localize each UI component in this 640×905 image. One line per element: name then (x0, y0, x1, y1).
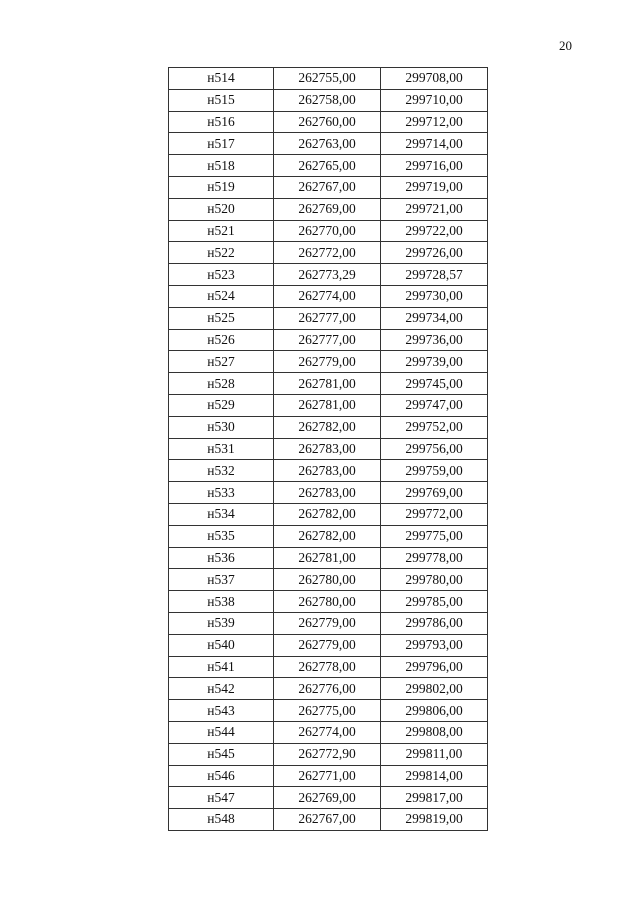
y-coordinate-cell: 299736,00 (381, 329, 488, 351)
point-id-cell: н544 (169, 721, 274, 743)
y-coordinate-cell: 299739,00 (381, 351, 488, 373)
x-coordinate-cell: 262775,00 (274, 700, 381, 722)
table-row (169, 111, 488, 133)
point-id-cell: н534 (169, 503, 274, 525)
x-coordinate-cell: 262783,00 (274, 438, 381, 460)
x-coordinate-cell: 262771,00 (274, 765, 381, 787)
y-coordinate-cell: 299756,00 (381, 438, 488, 460)
point-id-cell: н529 (169, 394, 274, 416)
y-coordinate-cell: 299785,00 (381, 591, 488, 613)
point-id-cell: н542 (169, 678, 274, 700)
y-coordinate-cell: 299802,00 (381, 678, 488, 700)
point-id-cell: н522 (169, 242, 274, 264)
point-id-cell: н527 (169, 351, 274, 373)
table-row (169, 198, 488, 220)
point-id-cell: н515 (169, 89, 274, 111)
table-row (169, 482, 488, 504)
y-coordinate-cell: 299793,00 (381, 634, 488, 656)
table-row (169, 656, 488, 678)
x-coordinate-cell: 262767,00 (274, 176, 381, 198)
x-coordinate-cell: 262779,00 (274, 612, 381, 634)
y-coordinate-cell: 299722,00 (381, 220, 488, 242)
table-row (169, 787, 488, 809)
y-coordinate-cell: 299708,00 (381, 68, 488, 90)
point-id-cell: н528 (169, 373, 274, 395)
x-coordinate-cell: 262779,00 (274, 351, 381, 373)
y-coordinate-cell: 299811,00 (381, 743, 488, 765)
x-coordinate-cell: 262755,00 (274, 68, 381, 90)
point-id-cell: н523 (169, 264, 274, 286)
x-coordinate-cell: 262783,00 (274, 482, 381, 504)
x-coordinate-cell: 262774,00 (274, 285, 381, 307)
y-coordinate-cell: 299726,00 (381, 242, 488, 264)
table-row (169, 569, 488, 591)
x-coordinate-cell: 262777,00 (274, 329, 381, 351)
table-row (169, 285, 488, 307)
y-coordinate-cell: 299814,00 (381, 765, 488, 787)
table-row (169, 700, 488, 722)
x-coordinate-cell: 262770,00 (274, 220, 381, 242)
y-coordinate-cell: 299745,00 (381, 373, 488, 395)
y-coordinate-cell: 299806,00 (381, 700, 488, 722)
y-coordinate-cell: 299772,00 (381, 503, 488, 525)
y-coordinate-cell: 299775,00 (381, 525, 488, 547)
x-coordinate-cell: 262782,00 (274, 525, 381, 547)
table-row (169, 678, 488, 700)
table-row (169, 525, 488, 547)
point-id-cell: н538 (169, 591, 274, 613)
point-id-cell: н548 (169, 809, 274, 831)
x-coordinate-cell: 262778,00 (274, 656, 381, 678)
x-coordinate-cell: 262779,00 (274, 634, 381, 656)
table-row (169, 89, 488, 111)
y-coordinate-cell: 299808,00 (381, 721, 488, 743)
x-coordinate-cell: 262780,00 (274, 591, 381, 613)
x-coordinate-cell: 262767,00 (274, 809, 381, 831)
y-coordinate-cell: 299721,00 (381, 198, 488, 220)
point-id-cell: н541 (169, 656, 274, 678)
table-row (169, 460, 488, 482)
table-row (169, 634, 488, 656)
table-row (169, 591, 488, 613)
point-id-cell: н543 (169, 700, 274, 722)
table-row (169, 307, 488, 329)
x-coordinate-cell: 262780,00 (274, 569, 381, 591)
point-id-cell: н546 (169, 765, 274, 787)
point-id-cell: н539 (169, 612, 274, 634)
y-coordinate-cell: 299780,00 (381, 569, 488, 591)
point-id-cell: н526 (169, 329, 274, 351)
point-id-cell: н531 (169, 438, 274, 460)
x-coordinate-cell: 262772,90 (274, 743, 381, 765)
x-coordinate-cell: 262772,00 (274, 242, 381, 264)
table-row (169, 133, 488, 155)
x-coordinate-cell: 262782,00 (274, 503, 381, 525)
coordinates-table-body (169, 68, 488, 831)
table-row (169, 373, 488, 395)
table-row (169, 68, 488, 90)
point-id-cell: н547 (169, 787, 274, 809)
table-row (169, 743, 488, 765)
y-coordinate-cell: 299817,00 (381, 787, 488, 809)
x-coordinate-cell: 262781,00 (274, 394, 381, 416)
y-coordinate-cell: 299712,00 (381, 111, 488, 133)
table-row (169, 547, 488, 569)
y-coordinate-cell: 299710,00 (381, 89, 488, 111)
point-id-cell: н519 (169, 176, 274, 198)
x-coordinate-cell: 262783,00 (274, 460, 381, 482)
table-row (169, 394, 488, 416)
y-coordinate-cell: 299734,00 (381, 307, 488, 329)
table-row (169, 220, 488, 242)
point-id-cell: н540 (169, 634, 274, 656)
y-coordinate-cell: 299714,00 (381, 133, 488, 155)
table-row (169, 416, 488, 438)
table-row (169, 176, 488, 198)
table-row (169, 721, 488, 743)
y-coordinate-cell: 299728,57 (381, 264, 488, 286)
point-id-cell: н520 (169, 198, 274, 220)
table-row (169, 264, 488, 286)
table-row (169, 612, 488, 634)
y-coordinate-cell: 299786,00 (381, 612, 488, 634)
point-id-cell: н524 (169, 285, 274, 307)
y-coordinate-cell: 299769,00 (381, 482, 488, 504)
point-id-cell: н535 (169, 525, 274, 547)
x-coordinate-cell: 262760,00 (274, 111, 381, 133)
y-coordinate-cell: 299752,00 (381, 416, 488, 438)
table-row (169, 503, 488, 525)
x-coordinate-cell: 262782,00 (274, 416, 381, 438)
point-id-cell: н545 (169, 743, 274, 765)
point-id-cell: н517 (169, 133, 274, 155)
y-coordinate-cell: 299796,00 (381, 656, 488, 678)
y-coordinate-cell: 299730,00 (381, 285, 488, 307)
y-coordinate-cell: 299778,00 (381, 547, 488, 569)
table-row (169, 329, 488, 351)
y-coordinate-cell: 299759,00 (381, 460, 488, 482)
point-id-cell: н518 (169, 155, 274, 177)
point-id-cell: н533 (169, 482, 274, 504)
table-row (169, 809, 488, 831)
x-coordinate-cell: 262773,29 (274, 264, 381, 286)
x-coordinate-cell: 262776,00 (274, 678, 381, 700)
x-coordinate-cell: 262765,00 (274, 155, 381, 177)
x-coordinate-cell: 262777,00 (274, 307, 381, 329)
x-coordinate-cell: 262781,00 (274, 373, 381, 395)
coordinates-table (168, 67, 488, 831)
table-row (169, 438, 488, 460)
point-id-cell: н537 (169, 569, 274, 591)
x-coordinate-cell: 262781,00 (274, 547, 381, 569)
x-coordinate-cell: 262774,00 (274, 721, 381, 743)
y-coordinate-cell: 299819,00 (381, 809, 488, 831)
table-row (169, 155, 488, 177)
point-id-cell: н525 (169, 307, 274, 329)
x-coordinate-cell: 262758,00 (274, 89, 381, 111)
x-coordinate-cell: 262769,00 (274, 198, 381, 220)
point-id-cell: н530 (169, 416, 274, 438)
y-coordinate-cell: 299747,00 (381, 394, 488, 416)
point-id-cell: н532 (169, 460, 274, 482)
point-id-cell: н536 (169, 547, 274, 569)
table-row (169, 242, 488, 264)
page-number: 20 (559, 38, 572, 53)
table-row (169, 351, 488, 373)
point-id-cell: н514 (169, 68, 274, 90)
point-id-cell: н516 (169, 111, 274, 133)
table-row (169, 765, 488, 787)
y-coordinate-cell: 299716,00 (381, 155, 488, 177)
point-id-cell: н521 (169, 220, 274, 242)
y-coordinate-cell: 299719,00 (381, 176, 488, 198)
x-coordinate-cell: 262769,00 (274, 787, 381, 809)
x-coordinate-cell: 262763,00 (274, 133, 381, 155)
